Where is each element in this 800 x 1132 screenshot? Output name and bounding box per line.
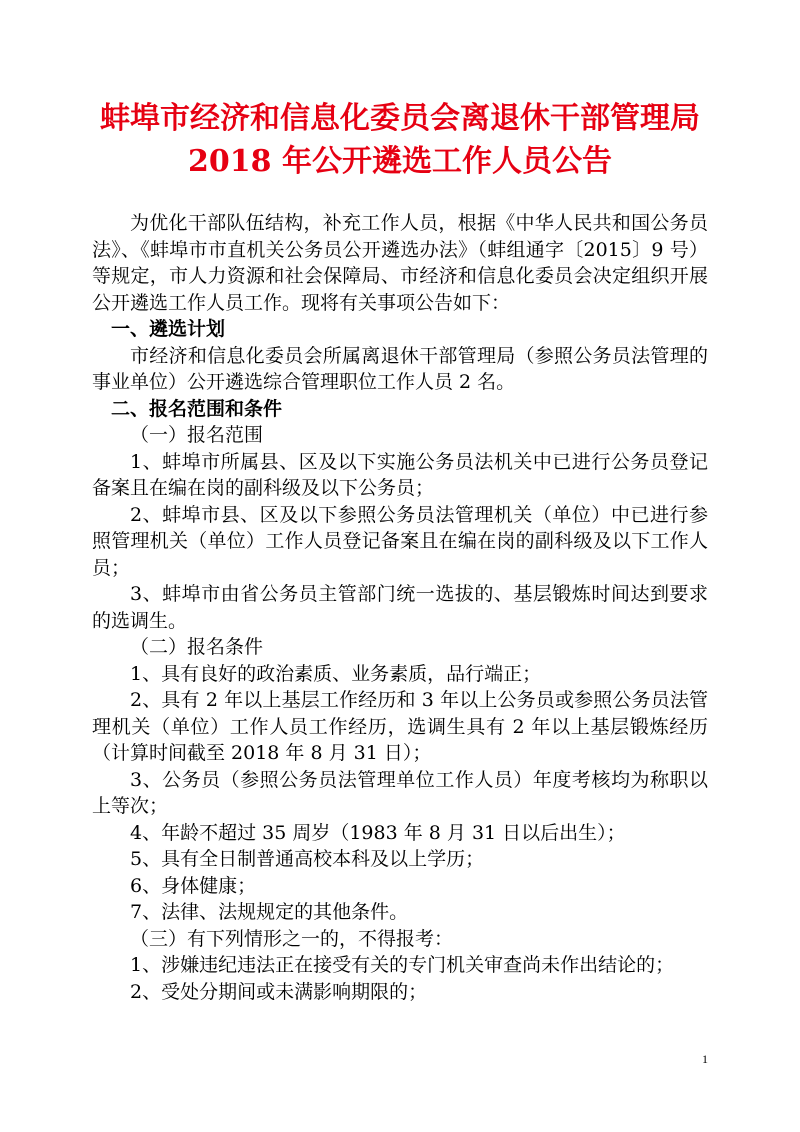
intro-paragraph: 为优化干部队伍结构，补充工作人员，根据《中华人民共和国公务员法》、《蚌埠市市直机关公务员公开遴选办法》（蚌组通字〔2015〕9 号）等规定，市人力资源和社会保障局、市经济和信息化委员会决定组织开展公开遴选工作人员工作。现将有关事项公告如下： <box>92 212 708 314</box>
list-item: 1、蚌埠市所属县、区及以下实施公务员法机关中已进行公务员登记备案且在编在岗的副科级及以下公务员； <box>92 450 708 499</box>
subsection-1-heading: （一）报名范围 <box>130 424 264 446</box>
subsection-2-heading: （二）报名条件 <box>130 636 264 658</box>
list-item: 2、受处分期间或未满影响期限的； <box>130 980 428 1003</box>
section-1-heading: 一、遴选计划 <box>111 318 226 340</box>
list-item: 1、具有良好的政治素质、业务素质，品行端正； <box>130 662 542 685</box>
list-item: 1、涉嫌违纪违法正在接受有关的专门机关审查尚未作出结论的； <box>130 954 675 976</box>
section-1-text: 市经济和信息化委员会所属离退休干部管理局（参照公务员法管理的事业单位）公开遴选综合管理职位工作人员 2 名。 <box>92 344 708 393</box>
page-number: 1 <box>702 1052 708 1066</box>
section-2-heading: 二、报名范围和条件 <box>111 397 283 420</box>
document-title-line-1: 蚌埠市经济和信息化委员会离退休干部管理局 <box>100 101 700 136</box>
document-body <box>92 210 708 1005</box>
list-item: 6、身体健康； <box>130 874 257 897</box>
subsection-3-heading: （三）有下列情形之一的，不得报考： <box>130 927 454 950</box>
list-item: 3、公务员（参照公务员法管理单位工作人员）年度考核均为称职以上等次； <box>92 768 708 817</box>
list-item: 7、法律、法规规定的其他条件。 <box>130 901 409 923</box>
document-title-line-2: 2018 年公开遴选工作人员公告 <box>188 144 612 179</box>
list-item: 5、具有全日制普通高校本科及以上学历； <box>130 848 485 870</box>
list-item: 2、具有 2 年以上基层工作经历和 3 年以上公务员或参照公务员法管理机关（单位）工作人员工作经历，选调生具有 2 年以上基层锻炼经历（计算时间截至 2018 年 8 月 31 日）； <box>92 689 708 764</box>
list-item: 3、蚌埠市由省公务员主管部门统一选拔的、基层锻炼时间达到要求的选调生。 <box>92 583 708 632</box>
list-item: 4、年龄不超过 35 周岁（1983 年 8 月 31 日以后出生）； <box>130 821 626 844</box>
list-item: 2、蚌埠市县、区及以下参照公务员法管理机关（单位）中已进行参照管理机关（单位）工作人员登记备案且在编在岗的副科级及以下工作人员； <box>92 503 708 579</box>
